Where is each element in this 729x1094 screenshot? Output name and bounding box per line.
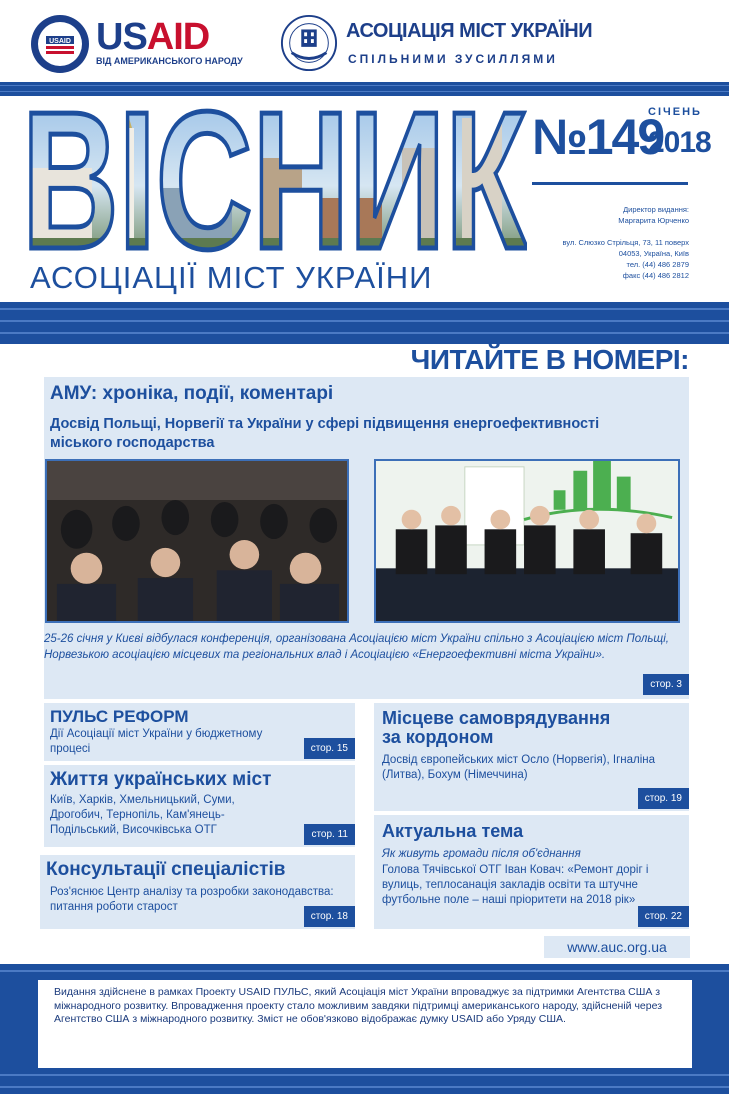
cities-text: Київ, Харків, Хмельницький, Суми, Дрогобич, Тернопіль, Кам'янець-Подільський, Височківська ОТГ <box>50 794 235 836</box>
main-story-heading: АМУ: хроніка, події, коментарі <box>50 383 334 404</box>
imprint-line: тел. (44) 486 2879 <box>626 260 689 269</box>
page-tag[interactable]: стор. 11 <box>304 824 355 845</box>
issue-month: СІЧЕНЬ <box>648 106 702 118</box>
consult-text: Роз'яснює Центр аналізу та розробки законодавства: питання роботи старост <box>50 886 334 913</box>
band-pattern-icon <box>0 82 729 96</box>
pattern-band-top <box>0 82 729 96</box>
consult-heading: Консультації спеціалістів <box>46 859 286 880</box>
photo-panel-icon <box>376 461 678 621</box>
imprint-line: Маргарита Юрченко <box>618 216 689 225</box>
page-tag[interactable]: стор. 15 <box>304 738 355 759</box>
photo-audience-icon <box>47 461 347 621</box>
imprint <box>489 204 689 281</box>
topic-subheading: Як живуть громади після об'єднання <box>382 848 581 860</box>
conference-audience-photo <box>45 459 349 623</box>
consultations-item[interactable] <box>40 855 355 929</box>
topical-theme-item[interactable] <box>374 815 689 929</box>
amu-name: АСОЦІАЦІЯ МІСТ УКРАЇНИ <box>346 20 593 42</box>
cities-life-item[interactable] <box>44 765 355 847</box>
masthead-title-art <box>22 98 527 258</box>
amu-seal-icon <box>280 14 338 72</box>
masthead-subtitle: АСОЦІАЦІЇ МІСТ УКРАЇНИ <box>30 260 433 295</box>
self-government-abroad-item[interactable] <box>374 703 689 811</box>
page-tag[interactable]: стор. 18 <box>304 906 355 927</box>
usaid-wordmark: USAID <box>96 16 210 58</box>
abroad-heading <box>382 709 610 747</box>
main-story-lead: Досвід Польщі, Норвегії та України у сфері підвищення енергоефективності міського господарства <box>50 416 600 451</box>
usaid-seal-text: USAID <box>49 38 71 45</box>
page-tag[interactable]: стор. 3 <box>643 674 689 695</box>
page-tag[interactable]: стор. 22 <box>638 906 689 927</box>
pulse-heading: ПУЛЬС РЕФОРМ <box>50 707 189 726</box>
usaid-tagline: ВІД АМЕРИКАНСЬКОГО НАРОДУ <box>96 56 243 66</box>
contents-title: ЧИТАЙТЕ В НОМЕРІ: <box>410 344 689 375</box>
issue-rule <box>532 182 688 185</box>
logos-header <box>0 0 729 82</box>
main-story[interactable] <box>44 377 689 699</box>
conference-panel-photo <box>374 459 680 623</box>
imprint-line: вул. Слюзко Стрільця, 73, 11 поверх <box>562 238 689 247</box>
pulse-reforms-item[interactable] <box>44 703 355 761</box>
abroad-heading-line: Місцеве самоврядування <box>382 708 611 728</box>
cities-heading: Життя українських міст <box>50 769 272 790</box>
abroad-text: Досвід європейських міст Осло (Норвегія), Ігналіна (Литва), Бохум (Німеччина) <box>382 754 656 781</box>
band-pattern-icon <box>0 302 729 344</box>
issue-year: 2018 <box>648 126 711 159</box>
imprint-line <box>489 226 689 237</box>
amu-tagline: СПІЛЬНИМИ ЗУСИЛЛЯМИ <box>348 52 558 66</box>
imprint-line: 04053, Україна, Київ <box>618 249 689 258</box>
main-story-caption: 25-26 січня у Києві відбулася конференція, організована Асоціацією міст України спільно з Асоціацією міст Польщі, Норвезькою асоціацією місцевих та регіональних влад і Асоціацією «Енергоефективні міста України». <box>44 633 669 661</box>
topic-text: Голова Тячівської ОТГ Іван Ковач: «Ремонт доріг і вулиць, теплосанація закладів освіти та штучне футбольне поле – наші пріоритети на 2018 рік» <box>382 864 649 906</box>
abroad-heading-line: за кордоном <box>382 727 494 747</box>
usaid-disclaimer: Видання здійснене в рамках Проекту USAID ПУЛЬС, який Асоціація міст України впроваджує за підтримки Агентства США з міжнародного розвитку. Впровадження проекту стало можливим завдяки підтримці американського народу, здійсненій через Агентство США з міжнародного розвитку. Зміст не обов'язково відображає думку USAID або Уряду США. <box>38 980 692 1068</box>
website-link[interactable]: www.auc.org.ua <box>544 936 690 958</box>
pattern-band-middle <box>0 302 729 344</box>
pulse-text: Дії Асоціації міст України у бюджетному процесі <box>50 728 263 755</box>
usaid-seal-icon <box>30 14 90 74</box>
issue-number: №149 <box>532 109 664 165</box>
imprint-line: Директор видання: <box>623 205 689 214</box>
masthead <box>0 96 729 302</box>
page-tag[interactable]: стор. 19 <box>638 788 689 809</box>
masthead-title: ВІСНИК <box>22 98 527 258</box>
imprint-line: факс (44) 486 2812 <box>622 271 689 280</box>
topic-heading: Актуальна тема <box>382 821 524 841</box>
